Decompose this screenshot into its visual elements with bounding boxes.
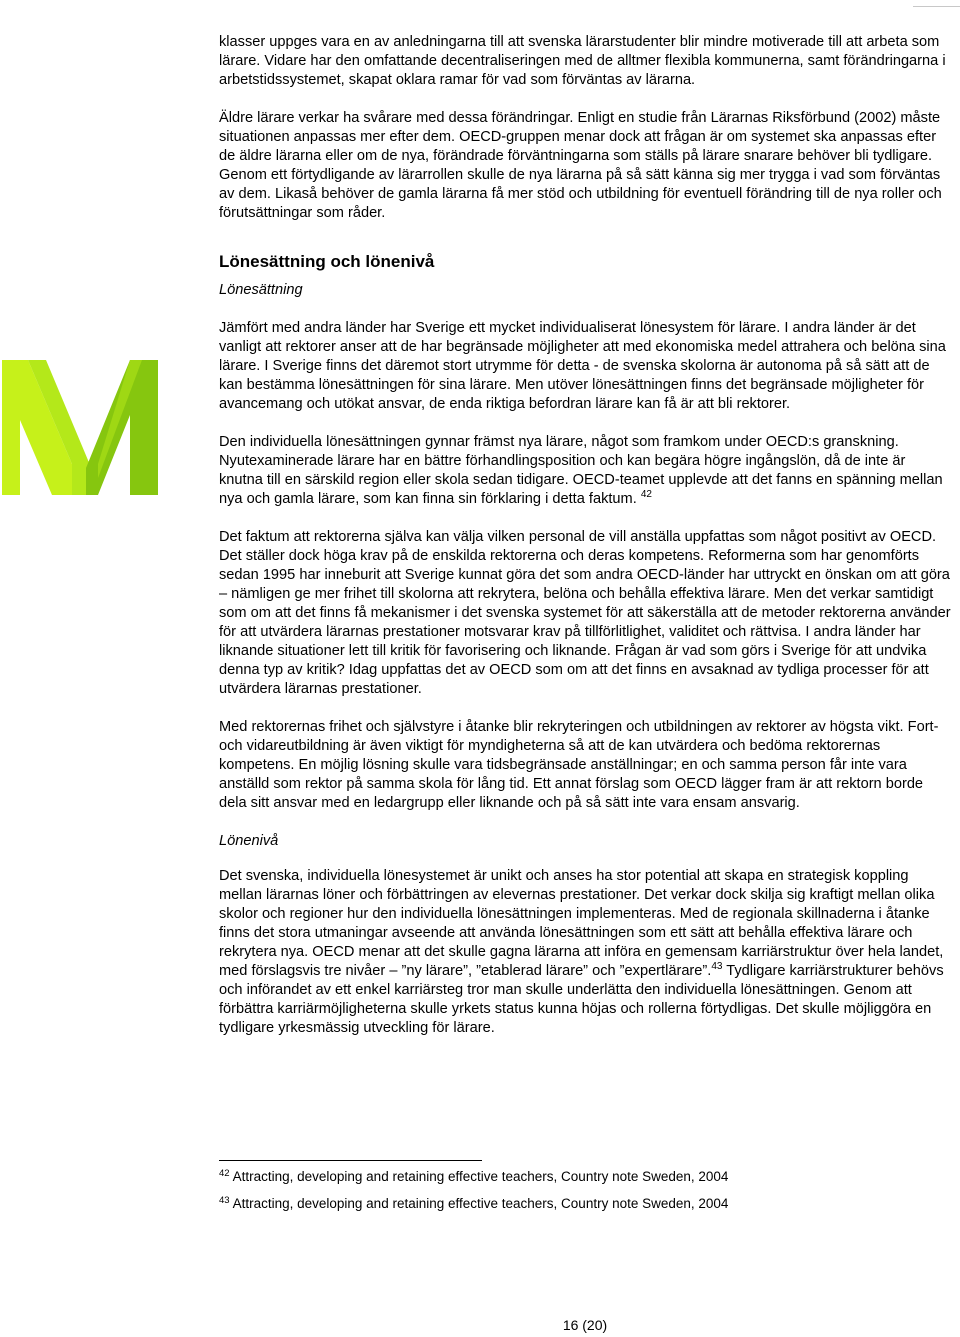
paragraph: Jämfört med andra länder har Sverige ett mycket individualiserat lönesystem för lärare. I andra länder är det vanligt att rektorer anser att de har begränsade möjligheter att med ekonomiska medel attrahera och belöna sina lärare. I Sverige finns det däremot stort utrymme för detta - de svenska skolorna är autonoma på så sätt att de kan bestämma lönesättningen för sina lärare. Men utöver lönesättningen finns det begränsade möjligheter för avancemang och utökat ansvar, de enda riktiga befordran lärare kan få är att bli rektorer. (219, 320, 946, 412)
paragraph: klasser uppges vara en av anledningarna till att svenska lärarstudenter blir mindre motiverade till att arbeta som lärare. Vidare har den omfattande decentraliseringen med de alltmer flexibla kommunerna, samt förändringarna i arbetstidssystemet, skapat oklara ramar för vad som förväntas av lärarna. (219, 34, 946, 88)
paragraph-text: Tydligare karriärstrukturer behövs och införandet av ett enkel karriärsteg tror man skulle underlätta den individuella lönesättningen. Genom att förbättra karriärmöjligheterna skulle yrkets status kunna höjas och rollerna förtydligas. Det skulle möjliggöra en tydligare yrkesmässig utveckling för lärare. (219, 963, 944, 1036)
footnote-ref: 42 (640, 489, 652, 500)
footnotes (219, 1168, 939, 1222)
footnote-ref: 43 (711, 961, 723, 972)
paragraph: Äldre lärare verkar ha svårare med dessa förändringar. Enligt en studie från Lärarnas Riksförbund (2002) måste situationen anpassas mer efter dem. OECD-gruppen menar dock att frågan är om systemet ska anpassas efter de äldre lärarna eller om de nya, förändrade förväntningarna som ställs på lärare snarare behöver bli tydligare. Genom ett förtydligande av lärarrollen skulle de nya lärarna på så sätt känna sig mer trygga i vad som förväntas av dem. Likaså behöver de gamla lärarna få mer stöd och utbildning för eventuell förändring till de nya roller och förutsättningar som råder. (219, 110, 942, 221)
section-heading: Lönesättning och lönenivå (219, 252, 435, 271)
footnote-divider (219, 1160, 482, 1161)
paragraph-text: Den individuella lönesättningen gynnar främst nya lärare, något som framkom under OECD:s granskning. Nyutexaminerade lärare har en bättre förhandlingsposition och kan begära högre ingångslön, då de inte är knutna till en särskild region eller skola sedan tidigare. OECD-teamet upplevde att det fanns en spänning mellan nya och gamla lärare, som kan finna sin förklaring i detta faktum. (219, 434, 943, 507)
page-number (0, 1317, 960, 1333)
page-content (219, 33, 951, 1057)
paragraph: Det faktum att rektorerna själva kan välja vilken personal de vill anställa uppfattas som något positivt av OECD. Det ställer dock höga krav på de enskilda rektorerna och deras kompetens. Reformerna som har genomförts sedan 1995 har inneburit att Sverige kunnat göra det som andra OECD-länder har uttryckt en önskan om att göra – nämligen ge mer frihet till skolorna att rekrytera, belöna och behålla effektiva lärare. Men det verkar samtidigt som om att det finns få mekanismer i det svenska systemet för att säkerställa att de metoder rektorerna använder för att utvärdera lärarnas prestationer motsvarar krav på tillförlitlighet, validitet och rättvisa. I andra länder har liknande situationer lett till kritik för favorisering och liknande. Frågan är vad som görs i Sverige för att undvika denna typ av kritik? Idag uppfattas det av OECD som om att det finns en avsaknad av tydliga processer för att utvärdera lärarnas prestationer. (219, 529, 951, 697)
paragraph (219, 433, 951, 509)
m-logo-icon (2, 360, 158, 495)
paragraph: Med rektorernas frihet och självstyre i åtanke blir rekryteringen och utbildningen av rektorer av högsta vikt. Fort- och vidareutbildning är även viktigt för myndigheterna så att de kan utvärdera och bedöma rektorernas kompetens. En möjlig lösning skulle vara tidsbegränsade anställningar; en och samma person får inte vara anställd som rektor på samma skola för lång tid. Ett annat förslag som OECD lägger fram är att rektorn borde dela sitt ansvar med en ledargrupp eller liknande och på så sätt inte vara ensam ansvarig. (219, 719, 939, 811)
footnote (219, 1195, 939, 1212)
footnote (219, 1168, 939, 1185)
page-number-text: 16 (20) (562, 1317, 608, 1333)
footnote-text: Attracting, developing and retaining effective teachers, Country note Sweden, 2004 (232, 1169, 729, 1184)
subheading: Lönesättning (219, 282, 303, 298)
paragraph (219, 867, 951, 1038)
paragraph-text: Det svenska, individuella lönesystemet är unikt och anses ha stor potential att skapa en strategisk koppling mellan lärarnas löner och förbättringen av elevernas prestationer. Det verkar dock skilja sig kraftigt mellan olika skolor och regioner hur den individuella lönesättningen implementeras. Med de regionala skillnaderna i åtanke finns det stora utmaningar avseende att använda lönesättningen som ett sätt att behålla effektiva lärare och rekrytera nya. OECD menar att det skulle gagna lärarna att införa en gemensam karriärstruktur över hela landet, med förslagsvis tre nivåer – ”ny lärare”, ”etablerad lärare” och ”expertlärare”. (219, 868, 944, 979)
header-rule (913, 6, 960, 7)
footnote-text: Attracting, developing and retaining effective teachers, Country note Sweden, 2004 (232, 1196, 729, 1211)
footnote-number: 42 (219, 1168, 230, 1179)
subheading: Lönenivå (219, 833, 279, 849)
footnote-number: 43 (219, 1195, 230, 1206)
